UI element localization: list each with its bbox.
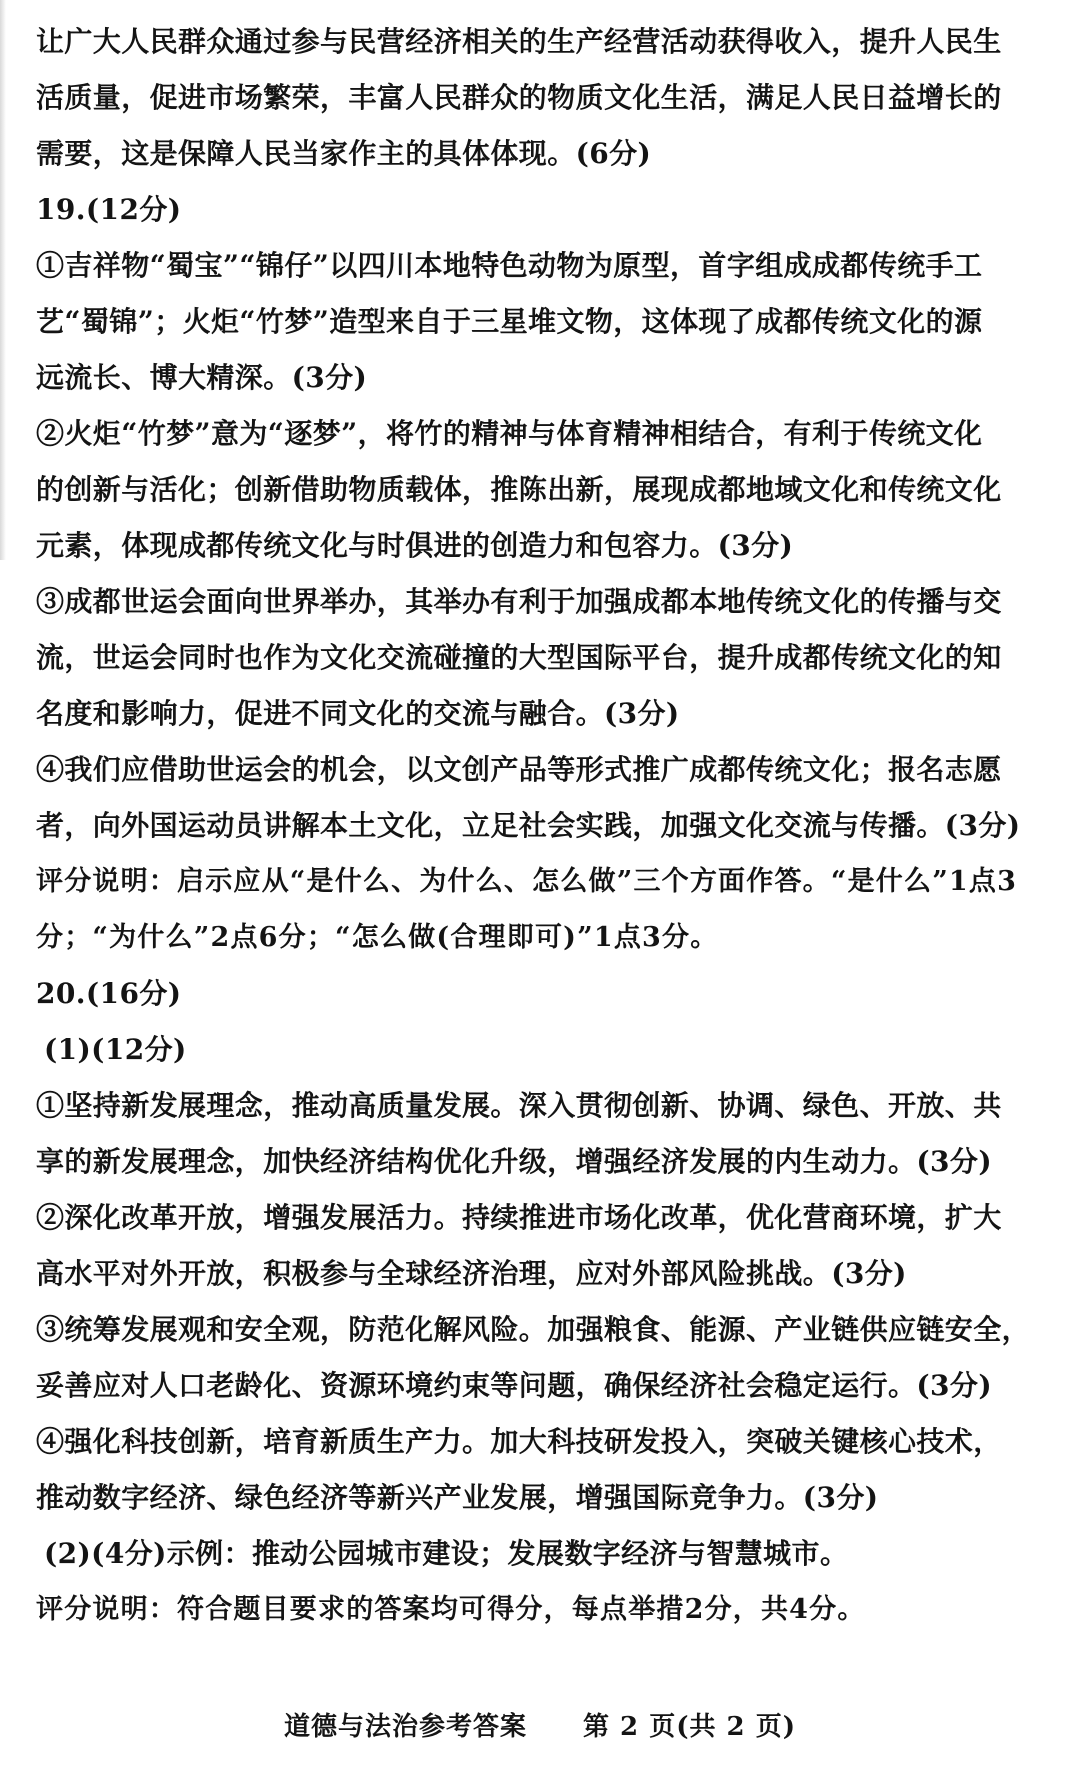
scoring-note: 分；“为什么”2点6分；“怎么做(合理即可)”1点3分。 [36,922,719,953]
text-line: 者，向外国运动员讲解本土文化，立足社会实践，加强文化交流与传播。(3分) [36,809,1021,842]
text-line: 需要，这是保障人民当家作主的具体体现。(6分) [36,137,652,170]
text-line: ③统筹发展观和安全观，防范化解风险。加强粮食、能源、产业链供应链安全， [36,1313,1031,1346]
text-line: ②火炬“竹梦”意为“逐梦”，将竹的精神与体育精神相结合，有利于传统文化 [36,417,983,450]
text-line: ①坚持新发展理念，推动高质量发展。深入贯彻创新、协调、绿色、开放、共 [36,1089,1002,1122]
footer-page-info: 第 2 页(共 2 页) [583,1712,796,1742]
scoring-note: 评分说明：启示应从“是什么、为什么、怎么做”三个方面作答。“是什么”1点3 [36,866,1018,897]
question-heading: 20.(16分) [36,977,182,1010]
text-line: 妥善应对人口老龄化、资源环境约束等问题，确保经济社会稳定运行。(3分) [36,1369,992,1402]
text-line: 让广大人民群众通过参与民营经济相关的生产经营活动获得收入，提升人民生 [36,25,1002,58]
text-line: ①吉祥物“蜀宝”“锦仔”以四川本地特色动物为原型，首字组成成都传统手工 [36,249,983,282]
question-heading: 19.(12分) [36,193,182,226]
text-line: 活质量，促进市场繁荣，丰富人民群众的物质文化生活，满足人民日益增长的 [36,81,1002,114]
text-line: ③成都世运会面向世界举办，其举办有利于加强成都本地传统文化的传播与交 [36,585,1002,618]
text-line: 名度和影响力，促进不同文化的交流与融合。(3分) [36,697,680,730]
text-line: ②深化改革开放，增强发展活力。持续推进市场化改革，优化营商环境，扩大 [36,1201,1002,1234]
text-line: 艺“蜀锦”；火炬“竹梦”造型来自于三星堆文物，这体现了成都传统文化的源 [36,305,983,338]
text-line: ④强化科技创新，培育新质生产力。加大科技研发投入，突破关键核心技术， [36,1425,1002,1458]
text-line: 的创新与活化；创新借助物质载体，推陈出新，展现成都地域文化和传统文化 [36,473,1002,506]
answer-content [36,14,1041,1638]
text-line: 元素，体现成都传统文化与时俱进的创造力和包容力。(3分) [36,529,794,562]
scoring-note: 评分说明：符合题目要求的答案均可得分，每点举措2分，共4分。 [36,1594,866,1625]
text-line: 高水平对外开放，积极参与全球经济治理，应对外部风险挑战。(3分) [36,1257,907,1290]
footer-title: 道德与法治参考答案 [283,1712,527,1742]
text-line: ④我们应借助世运会的机会，以文创产品等形式推广成都传统文化；报名志愿 [36,753,1002,786]
text-line: 推动数字经济、绿色经济等新兴产业发展，增强国际竞争力。(3分) [36,1481,879,1514]
text-line: 远流长、博大精深。(3分) [36,361,368,394]
sub-question-heading: (1)(12分) [44,1033,187,1066]
scan-edge-shadow [0,0,6,560]
page-footer [0,1706,1080,1743]
sub-question-answer: (2)(4分)示例：推动公园城市建设；发展数字经济与智慧城市。 [44,1537,849,1570]
text-line: 流，世运会同时也作为文化交流碰撞的大型国际平台，提升成都传统文化的知 [36,641,1002,674]
text-line: 享的新发展理念，加快经济结构优化升级，增强经济发展的内生动力。(3分) [36,1145,992,1178]
